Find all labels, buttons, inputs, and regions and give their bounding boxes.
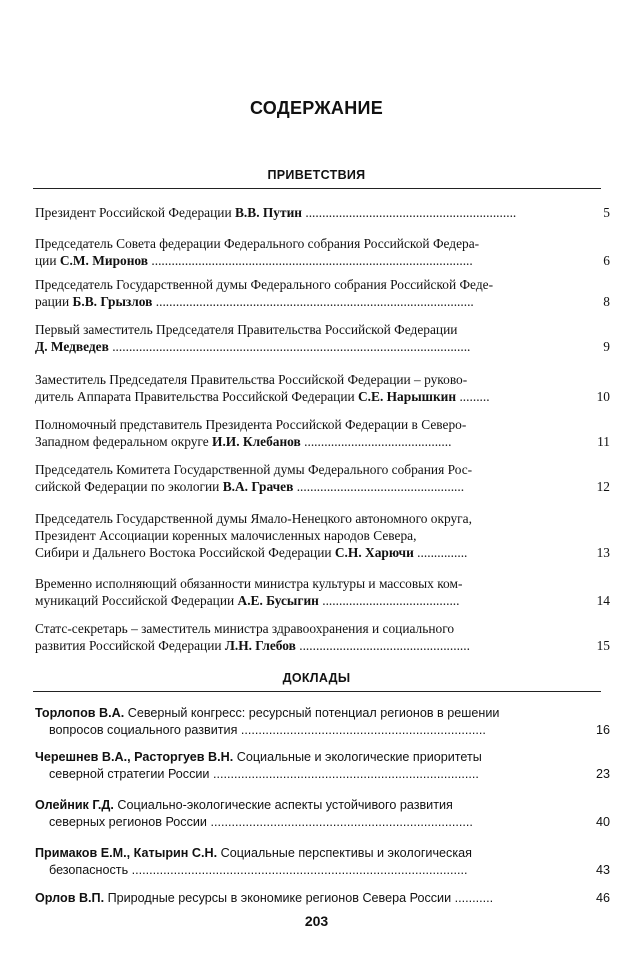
entry-text-segment: Природные ресурсы в экономике регионов Севера России ...........: [104, 891, 494, 905]
section-divider: [33, 188, 601, 189]
toc-entry-line: [35, 766, 565, 783]
toc-page-number: 6: [603, 253, 610, 268]
toc-page-number: 12: [596, 479, 610, 494]
entry-author-name: И.И. Клебанов: [212, 434, 301, 449]
entry-text-segment: ...................................................: [295, 638, 470, 653]
toc-entry-line: [35, 620, 565, 637]
toc-entry-line: [35, 544, 565, 561]
toc-entry-line: [35, 338, 565, 355]
entry-text-segment: ................................................................................................: [148, 253, 473, 268]
toc-page-number: 14: [596, 593, 610, 608]
entry-text-segment: Первый заместитель Председателя Правительства Российской Федерации: [35, 322, 458, 337]
toc-entry[interactable]: [35, 749, 610, 783]
entry-text-segment: ................................................................................................: [131, 863, 468, 877]
section-reports: [0, 671, 633, 685]
toc-entry[interactable]: [35, 510, 610, 561]
toc-entry-text: [35, 845, 565, 879]
entry-author-name: А.Е. Бусыгин: [237, 593, 319, 608]
toc-entry[interactable]: [35, 575, 610, 609]
entry-author-name: С.Н. Харючи: [334, 545, 414, 560]
toc-entry-line: [35, 797, 565, 814]
entry-text-segment: ...........................................................................................................: [108, 339, 471, 354]
toc-entry-line: [35, 705, 565, 722]
section-divider: [33, 691, 601, 692]
entry-text-segment: ции: [35, 253, 60, 268]
entry-author-name: В.В. Путин: [234, 205, 303, 220]
page-title: СОДЕРЖАНИЕ: [249, 98, 384, 118]
entry-text-segment: Северный конгресс: ресурсный потенциал регионов в решении: [124, 706, 500, 720]
toc-entry-line: [35, 416, 565, 433]
toc-entry-text: [35, 461, 565, 495]
toc-entry-line: [35, 252, 565, 269]
page-number: 203: [304, 913, 329, 929]
toc-entry-text: [35, 235, 565, 269]
toc-entry-line: [35, 527, 565, 544]
toc-entry[interactable]: [35, 204, 610, 221]
section-heading: ДОКЛАДЫ: [282, 671, 351, 685]
entry-text-segment: Сибири и Дальнего Востока Российской Федерации: [35, 545, 335, 560]
toc-entry-text: [35, 510, 565, 561]
toc-page-number: 15: [596, 638, 610, 653]
entry-text-segment: дитель Аппарата Правительства Российской Федерации: [35, 389, 358, 404]
entry-text-segment: Западном федеральном округе: [35, 434, 213, 449]
toc-page-number: 43: [595, 863, 610, 877]
entry-text-segment: ...............................................................................................: [152, 294, 474, 309]
toc-page-number: 40: [595, 815, 610, 829]
toc-entry-line: [35, 433, 565, 450]
toc-entry-text: [35, 575, 565, 609]
toc-entry[interactable]: [35, 276, 610, 310]
toc-entry[interactable]: [35, 461, 610, 495]
toc-entry-text: [35, 890, 565, 907]
toc-entry-text: [35, 371, 565, 405]
entry-text-segment: развития Российской Федерации: [35, 638, 225, 653]
toc-page-number: 11: [597, 434, 610, 449]
toc-entry-line: [35, 293, 565, 310]
entry-text-segment: Социальные перспективы и экологическая: [217, 846, 472, 860]
entry-text-segment: вопросов социального развития: [49, 723, 241, 737]
toc-entry-text: [35, 416, 565, 450]
entry-text-segment: ............................................................................: [212, 767, 479, 781]
entry-author-name: Б.В. Грызлов: [72, 294, 153, 309]
toc-entry-text: [35, 620, 565, 654]
toc-entry[interactable]: [35, 371, 610, 405]
toc-entry-line: [35, 749, 565, 766]
toc-entry-line: [35, 276, 565, 293]
entry-author-name: В.А. Грачев: [222, 479, 294, 494]
entry-text-segment: северных регионов России: [49, 815, 211, 829]
section-greetings: [0, 168, 633, 182]
toc-page-number: 5: [603, 205, 610, 220]
toc-entry-text: [35, 797, 565, 831]
entry-text-segment: Председатель Совета федерации Федерального собрания Российской Федера-: [35, 236, 480, 251]
entry-text-segment: Заместитель Председателя Правительства Российской Федерации – руково-: [35, 372, 468, 387]
toc-entry-text: [35, 749, 565, 783]
entry-text-segment: Председатель Комитета Государственной думы Федерального собрания Рос-: [35, 462, 473, 477]
toc-entry[interactable]: [35, 416, 610, 450]
toc-entry-text: [35, 276, 565, 310]
entry-text-segment: ......................................................................: [240, 723, 486, 737]
toc-entry-line: [35, 204, 565, 221]
toc-entry[interactable]: [35, 620, 610, 654]
entry-text-segment: .........................................: [318, 593, 460, 608]
entry-text-segment: ............................................: [300, 434, 452, 449]
toc-entry-text: [35, 705, 565, 739]
entry-text-segment: .........: [456, 389, 490, 404]
toc-entry-line: [35, 371, 565, 388]
entry-author-name: Олейник Г.Д.: [35, 798, 114, 812]
toc-entry-line: [35, 321, 565, 338]
toc-entry-line: [35, 388, 565, 405]
entry-text-segment: муникаций Российской Федерации: [35, 593, 238, 608]
entry-text-segment: сийской Федерации по экологии: [35, 479, 223, 494]
entry-text-segment: Председатель Государственной думы Ямало-Ненецкого автономного округа,: [35, 511, 472, 526]
toc-entry-line: [35, 478, 565, 495]
entry-author-name: Орлов В.П.: [35, 891, 105, 905]
toc-page-number: 23: [595, 767, 610, 781]
toc-entry[interactable]: [35, 705, 610, 739]
entry-text-segment: Председатель Государственной думы Федерального собрания Российской Феде-: [35, 277, 494, 292]
toc-entry-line: [35, 862, 565, 879]
entry-author-name: Примаков Е.М., Катырин С.Н.: [35, 846, 218, 860]
toc-entry-line: [35, 235, 565, 252]
toc-entry-line: [35, 845, 565, 862]
section-heading: ПРИВЕТСТВИЯ: [267, 168, 366, 182]
entry-author-name: Д. Медведев: [35, 339, 109, 354]
entry-text-segment: Полномочный представитель Президента Российской Федерации в Северо-: [35, 417, 467, 432]
toc-entry[interactable]: [35, 797, 610, 831]
entry-text-segment: Президент Ассоциации коренных малочисленных народов Севера,: [35, 528, 417, 543]
toc-entry-text: [35, 204, 565, 221]
toc-page-number: 8: [603, 294, 610, 309]
toc-entry[interactable]: [35, 235, 610, 269]
entry-text-segment: ...............: [413, 545, 468, 560]
entry-author-name: Торлопов В.А.: [35, 706, 125, 720]
toc-entry-line: [35, 510, 565, 527]
entry-author-name: С.М. Миронов: [59, 253, 149, 268]
toc-entry[interactable]: [35, 321, 610, 355]
entry-text-segment: безопасность: [49, 863, 132, 877]
entry-text-segment: Временно исполняющий обязанности министра культуры и массовых ком-: [35, 576, 463, 591]
entry-author-name: Л.Н. Глебов: [224, 638, 296, 653]
toc-entry-line: [35, 722, 565, 739]
entry-text-segment: рации: [35, 294, 73, 309]
toc-entry-line: [35, 575, 565, 592]
toc-page-number: 16: [595, 723, 610, 737]
toc-page-number: 13: [596, 545, 610, 560]
entry-author-name: Черешнев В.А., Расторгуев В.Н.: [35, 750, 234, 764]
entry-author-name: С.Е. Нарышкин: [358, 389, 457, 404]
toc-entry-line: [35, 637, 565, 654]
toc-entry-line: [35, 592, 565, 609]
entry-text-segment: ...............................................................: [302, 205, 517, 220]
toc-entry-line: [35, 461, 565, 478]
toc-page-number: 9: [603, 339, 610, 354]
toc-entry[interactable]: [35, 845, 610, 879]
entry-text-segment: Социальные и экологические приоритеты: [233, 750, 482, 764]
toc-entry-line: [35, 890, 565, 907]
entry-text-segment: Президент Российской Федерации: [35, 205, 235, 220]
toc-page-number: 46: [595, 891, 610, 905]
toc-entry[interactable]: [35, 890, 610, 907]
entry-text-segment: Статс-секретарь – заместитель министра здравоохранения и социального: [35, 621, 455, 636]
toc-entry-text: [35, 321, 565, 355]
entry-text-segment: Социально-экологические аспекты устойчивого развития: [113, 798, 453, 812]
entry-text-segment: северной стратегии России: [49, 767, 213, 781]
entry-text-segment: ..................................................: [293, 479, 465, 494]
toc-entry-line: [35, 814, 565, 831]
toc-page-number: 10: [596, 389, 610, 404]
entry-text-segment: ...........................................................................: [210, 815, 473, 829]
